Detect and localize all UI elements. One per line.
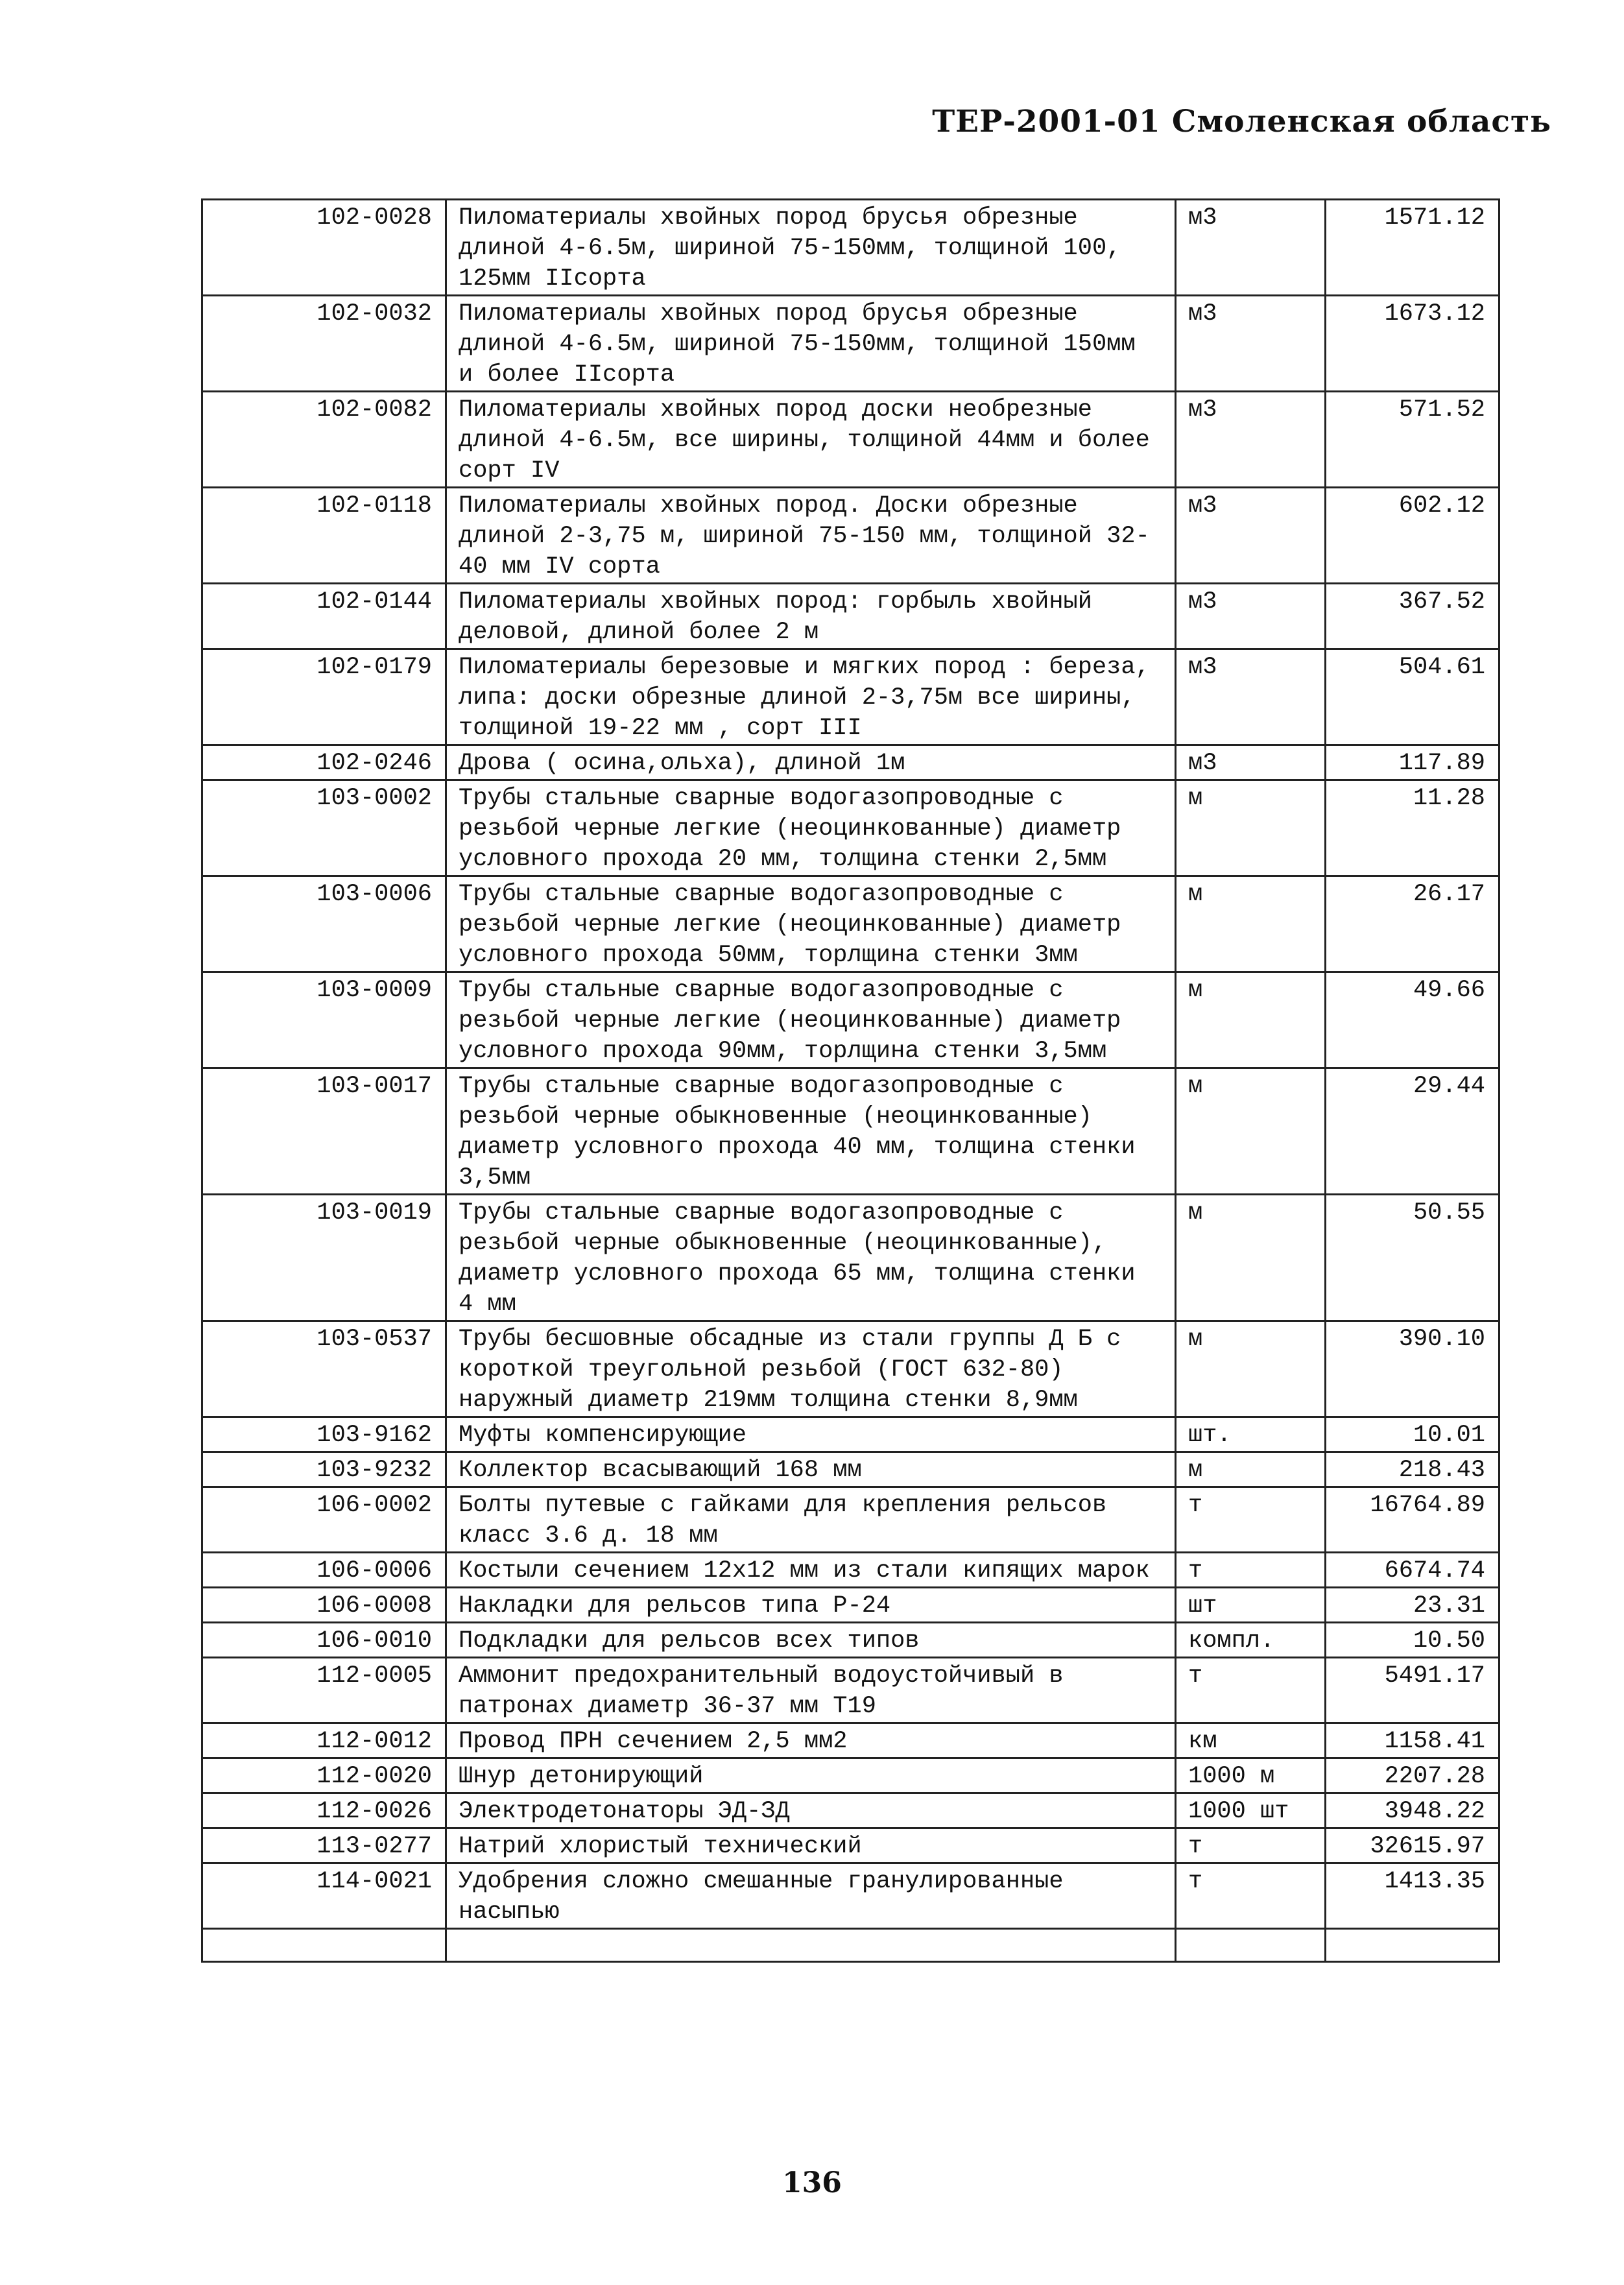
material-code-cell: 112-0026: [202, 1793, 446, 1828]
price-table-body: [202, 200, 1499, 1962]
material-code-cell: 112-0020: [202, 1758, 446, 1793]
material-code-cell: 103-0019: [202, 1195, 446, 1321]
material-name-cell: Шнур детонирующий: [446, 1758, 1176, 1793]
material-name-cell: Муфты компенсирующие: [446, 1417, 1176, 1452]
table-row: [202, 972, 1499, 1068]
material-name-cell: Трубы стальные сварные водогазопроводные с резьбой черные легкие (неоцинкованные) диаметр условного прохода 50мм, торлщина стенки 3мм: [446, 876, 1176, 972]
price-cell: 29.44: [1326, 1068, 1499, 1195]
price-cell: 2207.28: [1326, 1758, 1499, 1793]
material-name-cell: Трубы стальные сварные водогазопроводные с резьбой черные легкие (неоцинкованные) диаметр условного прохода 90мм, торлщина стенки 3,5мм: [446, 972, 1176, 1068]
empty-cell: [202, 1929, 446, 1962]
table-row: [202, 392, 1499, 488]
table-row: [202, 1863, 1499, 1929]
price-table: [201, 198, 1500, 1963]
material-code-cell: 103-0009: [202, 972, 446, 1068]
table-row: [202, 1195, 1499, 1321]
price-cell: 10.01: [1326, 1417, 1499, 1452]
price-cell: 504.61: [1326, 649, 1499, 745]
unit-cell: т: [1176, 1863, 1326, 1929]
price-cell: 5491.17: [1326, 1658, 1499, 1723]
unit-cell: м: [1176, 1321, 1326, 1417]
material-name-cell: Коллектор всасывающий 168 мм: [446, 1452, 1176, 1487]
table-row: [202, 1623, 1499, 1658]
material-name-cell: Пиломатериалы хвойных пород брусья обрезные длиной 4-6.5м, шириной 75-150мм, толщиной 150мм и более IIсорта: [446, 296, 1176, 392]
material-name-cell: Трубы стальные сварные водогазопроводные с резьбой черные легкие (неоцинкованные) диаметр условного прохода 20 мм, толщина стенки 2,5мм: [446, 780, 1176, 876]
price-cell: 6674.74: [1326, 1553, 1499, 1588]
material-code-cell: 112-0012: [202, 1723, 446, 1758]
material-name-cell: Пиломатериалы березовые и мягких пород : береза, липа: доски обрезные длиной 2-3,75м все ширины, толщиной 19-22 мм , сорт III: [446, 649, 1176, 745]
unit-cell: м: [1176, 1195, 1326, 1321]
page-header-title: ТЕР-2001-01 Смоленская область: [932, 104, 1551, 139]
unit-cell: т: [1176, 1487, 1326, 1553]
price-cell: 16764.89: [1326, 1487, 1499, 1553]
unit-cell: м3: [1176, 296, 1326, 392]
unit-cell: м: [1176, 1452, 1326, 1487]
unit-cell: т: [1176, 1553, 1326, 1588]
table-row: [202, 1658, 1499, 1723]
price-cell: 117.89: [1326, 745, 1499, 780]
unit-cell: 1000 м: [1176, 1758, 1326, 1793]
material-name-cell: Болты путевые с гайками для крепления рельсов класс 3.6 д. 18 мм: [446, 1487, 1176, 1553]
price-cell: 49.66: [1326, 972, 1499, 1068]
table-row: [202, 1793, 1499, 1828]
table-row: [202, 1723, 1499, 1758]
page-number: 136: [782, 2166, 842, 2199]
material-code-cell: 106-0002: [202, 1487, 446, 1553]
material-name-cell: Пиломатериалы хвойных пород. Доски обрезные длиной 2-3,75 м, шириной 75-150 мм, толщиной 32-40 мм IV сорта: [446, 488, 1176, 584]
material-code-cell: 102-0246: [202, 745, 446, 780]
material-code-cell: 106-0006: [202, 1553, 446, 1588]
table-row: [202, 1758, 1499, 1793]
price-cell: 1673.12: [1326, 296, 1499, 392]
table-row: [202, 584, 1499, 649]
material-name-cell: Натрий хлористый технический: [446, 1828, 1176, 1863]
material-code-cell: 103-9232: [202, 1452, 446, 1487]
unit-cell: т: [1176, 1828, 1326, 1863]
table-row: [202, 1321, 1499, 1417]
price-cell: 26.17: [1326, 876, 1499, 972]
material-code-cell: 113-0277: [202, 1828, 446, 1863]
material-code-cell: 102-0118: [202, 488, 446, 584]
material-name-cell: Подкладки для рельсов всех типов: [446, 1623, 1176, 1658]
material-name-cell: Аммонит предохранительный водоустойчивый в патронах диаметр 36-37 мм Т19: [446, 1658, 1176, 1723]
material-name-cell: Пиломатериалы хвойных пород: горбыль хвойный деловой, длиной более 2 м: [446, 584, 1176, 649]
unit-cell: 1000 шт: [1176, 1793, 1326, 1828]
price-cell: 1158.41: [1326, 1723, 1499, 1758]
unit-cell: компл.: [1176, 1623, 1326, 1658]
material-name-cell: Трубы бесшовные обсадные из стали группы Д Б с короткой треугольной резьбой (ГОСТ 632-80) наружный диаметр 219мм толщина стенки 8,9мм: [446, 1321, 1176, 1417]
price-cell: 50.55: [1326, 1195, 1499, 1321]
price-cell: 3948.22: [1326, 1793, 1499, 1828]
material-code-cell: 102-0082: [202, 392, 446, 488]
material-name-cell: Дрова ( осина,ольха), длиной 1м: [446, 745, 1176, 780]
table-filler-row: [202, 1929, 1499, 1962]
material-code-cell: 114-0021: [202, 1863, 446, 1929]
empty-cell: [1176, 1929, 1326, 1962]
table-row: [202, 488, 1499, 584]
unit-cell: м: [1176, 972, 1326, 1068]
unit-cell: м3: [1176, 649, 1326, 745]
unit-cell: м: [1176, 876, 1326, 972]
material-code-cell: 103-0006: [202, 876, 446, 972]
material-code-cell: 103-9162: [202, 1417, 446, 1452]
unit-cell: шт.: [1176, 1417, 1326, 1452]
table-row: [202, 1068, 1499, 1195]
empty-cell: [1326, 1929, 1499, 1962]
table-row: [202, 745, 1499, 780]
table-row: [202, 1828, 1499, 1863]
table-row: [202, 1452, 1499, 1487]
table-row: [202, 296, 1499, 392]
price-cell: 571.52: [1326, 392, 1499, 488]
material-code-cell: 103-0002: [202, 780, 446, 876]
unit-cell: м3: [1176, 488, 1326, 584]
table-row: [202, 876, 1499, 972]
material-code-cell: 102-0179: [202, 649, 446, 745]
table-row: [202, 1553, 1499, 1588]
price-cell: 602.12: [1326, 488, 1499, 584]
unit-cell: м3: [1176, 200, 1326, 296]
price-cell: 10.50: [1326, 1623, 1499, 1658]
unit-cell: т: [1176, 1658, 1326, 1723]
material-name-cell: Накладки для рельсов типа Р-24: [446, 1588, 1176, 1623]
material-code-cell: 102-0032: [202, 296, 446, 392]
table-row: [202, 1588, 1499, 1623]
material-code-cell: 103-0017: [202, 1068, 446, 1195]
price-cell: 390.10: [1326, 1321, 1499, 1417]
price-cell: 1413.35: [1326, 1863, 1499, 1929]
table-row: [202, 1487, 1499, 1553]
material-name-cell: Удобрения сложно смешанные гранулированные насыпью: [446, 1863, 1176, 1929]
material-name-cell: Провод ПРН сечением 2,5 мм2: [446, 1723, 1176, 1758]
material-name-cell: Костыли сечением 12х12 мм из стали кипящих марок: [446, 1553, 1176, 1588]
empty-cell: [446, 1929, 1176, 1962]
price-cell: 1571.12: [1326, 200, 1499, 296]
table-row: [202, 200, 1499, 296]
table-row: [202, 780, 1499, 876]
price-cell: 218.43: [1326, 1452, 1499, 1487]
material-code-cell: 102-0144: [202, 584, 446, 649]
material-name-cell: Электродетонаторы ЭД-ЗД: [446, 1793, 1176, 1828]
table-row: [202, 1417, 1499, 1452]
price-cell: 367.52: [1326, 584, 1499, 649]
price-cell: 11.28: [1326, 780, 1499, 876]
price-cell: 23.31: [1326, 1588, 1499, 1623]
unit-cell: км: [1176, 1723, 1326, 1758]
material-code-cell: 112-0005: [202, 1658, 446, 1723]
unit-cell: шт: [1176, 1588, 1326, 1623]
material-code-cell: 102-0028: [202, 200, 446, 296]
unit-cell: м3: [1176, 392, 1326, 488]
unit-cell: м: [1176, 1068, 1326, 1195]
material-name-cell: Пиломатериалы хвойных пород доски необрезные длиной 4-6.5м, все ширины, толщиной 44мм и более сорт IV: [446, 392, 1176, 488]
material-name-cell: Пиломатериалы хвойных пород брусья обрезные длиной 4-6.5м, шириной 75-150мм, толщиной 100, 125мм IIсорта: [446, 200, 1176, 296]
unit-cell: м3: [1176, 745, 1326, 780]
material-code-cell: 106-0010: [202, 1623, 446, 1658]
material-code-cell: 103-0537: [202, 1321, 446, 1417]
price-cell: 32615.97: [1326, 1828, 1499, 1863]
table-row: [202, 649, 1499, 745]
unit-cell: м: [1176, 780, 1326, 876]
unit-cell: м3: [1176, 584, 1326, 649]
material-name-cell: Трубы стальные сварные водогазопроводные с резьбой черные обыкновенные (неоцинкованные), диаметр условного прохода 65 мм, толщина стенки 4 мм: [446, 1195, 1176, 1321]
material-code-cell: 106-0008: [202, 1588, 446, 1623]
material-name-cell: Трубы стальные сварные водогазопроводные с резьбой черные обыкновенные (неоцинкованные) диаметр условного прохода 40 мм, толщина стенки 3,5мм: [446, 1068, 1176, 1195]
